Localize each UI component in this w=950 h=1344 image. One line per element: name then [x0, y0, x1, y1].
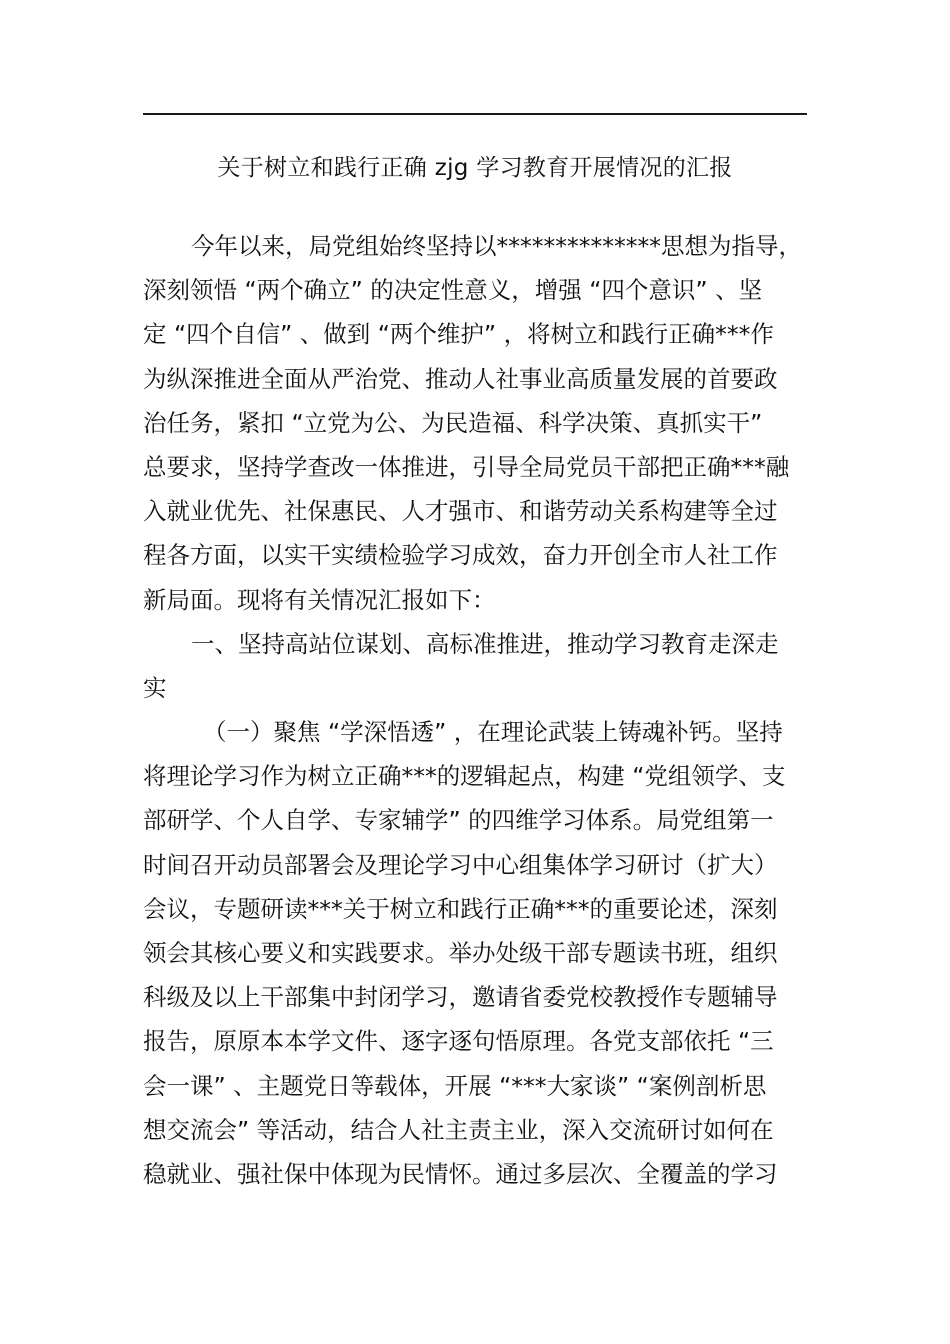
paragraph-line: 新局面。现将有关情况汇报如下：: [143, 585, 496, 614]
section-heading-line: 实: [143, 673, 167, 702]
section-heading-line: 一、坚持高站位谋划、高标准推进，推动学习教育走深走: [191, 629, 779, 658]
paragraph-line: 今年以来，局党组始终坚持以**************思想为指导，: [191, 232, 802, 260]
paragraph-line: 稳就业、强社保中体现为民情怀。通过多层次、全覆盖的学习: [143, 1159, 778, 1188]
paragraph-line: 为纵深推进全面从严治党、推动人社事业高质量发展的首要政: [143, 364, 778, 393]
document-title: 关于树立和践行正确 zjg 学习教育开展情况的汇报: [217, 155, 733, 181]
paragraph-line: 深刻领悟 “两个确立” 的决定性意义，增强 “四个意识” 、坚: [143, 276, 763, 305]
header-rule: [143, 113, 807, 115]
paragraph-line: 领会其核心要义和实践要求。举办处级干部专题读书班，组织: [143, 939, 778, 967]
paragraph-line: 报告，原原本本学文件、逐字逐句悟原理。各党支部依托 “三: [143, 1027, 774, 1056]
paragraph-line: 程各方面，以实干实绩检验学习成效，奋力开创全市人社工作: [143, 541, 778, 570]
document-body: [143, 224, 807, 1196]
paragraph-line: 定 “四个自信” 、做到 “两个维护” ，将树立和践行正确***作: [143, 320, 774, 349]
paragraph-line: （一）聚焦 “学深悟透” ，在理论武装上铸魂补钙。坚持: [203, 718, 783, 747]
paragraph-line: 治任务，紧扣 “立党为公、为民造福、科学决策、真抓实干”: [143, 408, 763, 437]
paragraph-line: 入就业优先、社保惠民、人才强市、和谐劳动关系构建等全过: [143, 497, 778, 526]
paragraph-line: 将理论学习作为树立正确***的逻辑起点，构建 “党组领学、支: [143, 762, 786, 791]
paragraph-line: 时间召开动员部署会及理论学习中心组集体学习研讨（扩大）: [143, 850, 778, 879]
paragraph-line: 总要求，坚持学查改一体推进，引导全局党员干部把正确***融: [143, 452, 790, 481]
paragraph-line: 会议，专题研读***关于树立和践行正确***的重要论述，深刻: [143, 894, 778, 923]
paragraph-line: 想交流会” 等活动，结合人社主责主业，深入交流研讨如何在: [143, 1115, 774, 1144]
paragraph-line: 科级及以上干部集中封闭学习，邀请省委党校教授作专题辅导: [143, 983, 778, 1012]
paragraph-line: 部研学、个人自学、专家辅学” 的四维学习体系。局党组第一: [143, 806, 774, 835]
paragraph-line: 会一课” 、主题党日等载体，开展 “***大家谈” “案例剖析思: [143, 1071, 767, 1100]
